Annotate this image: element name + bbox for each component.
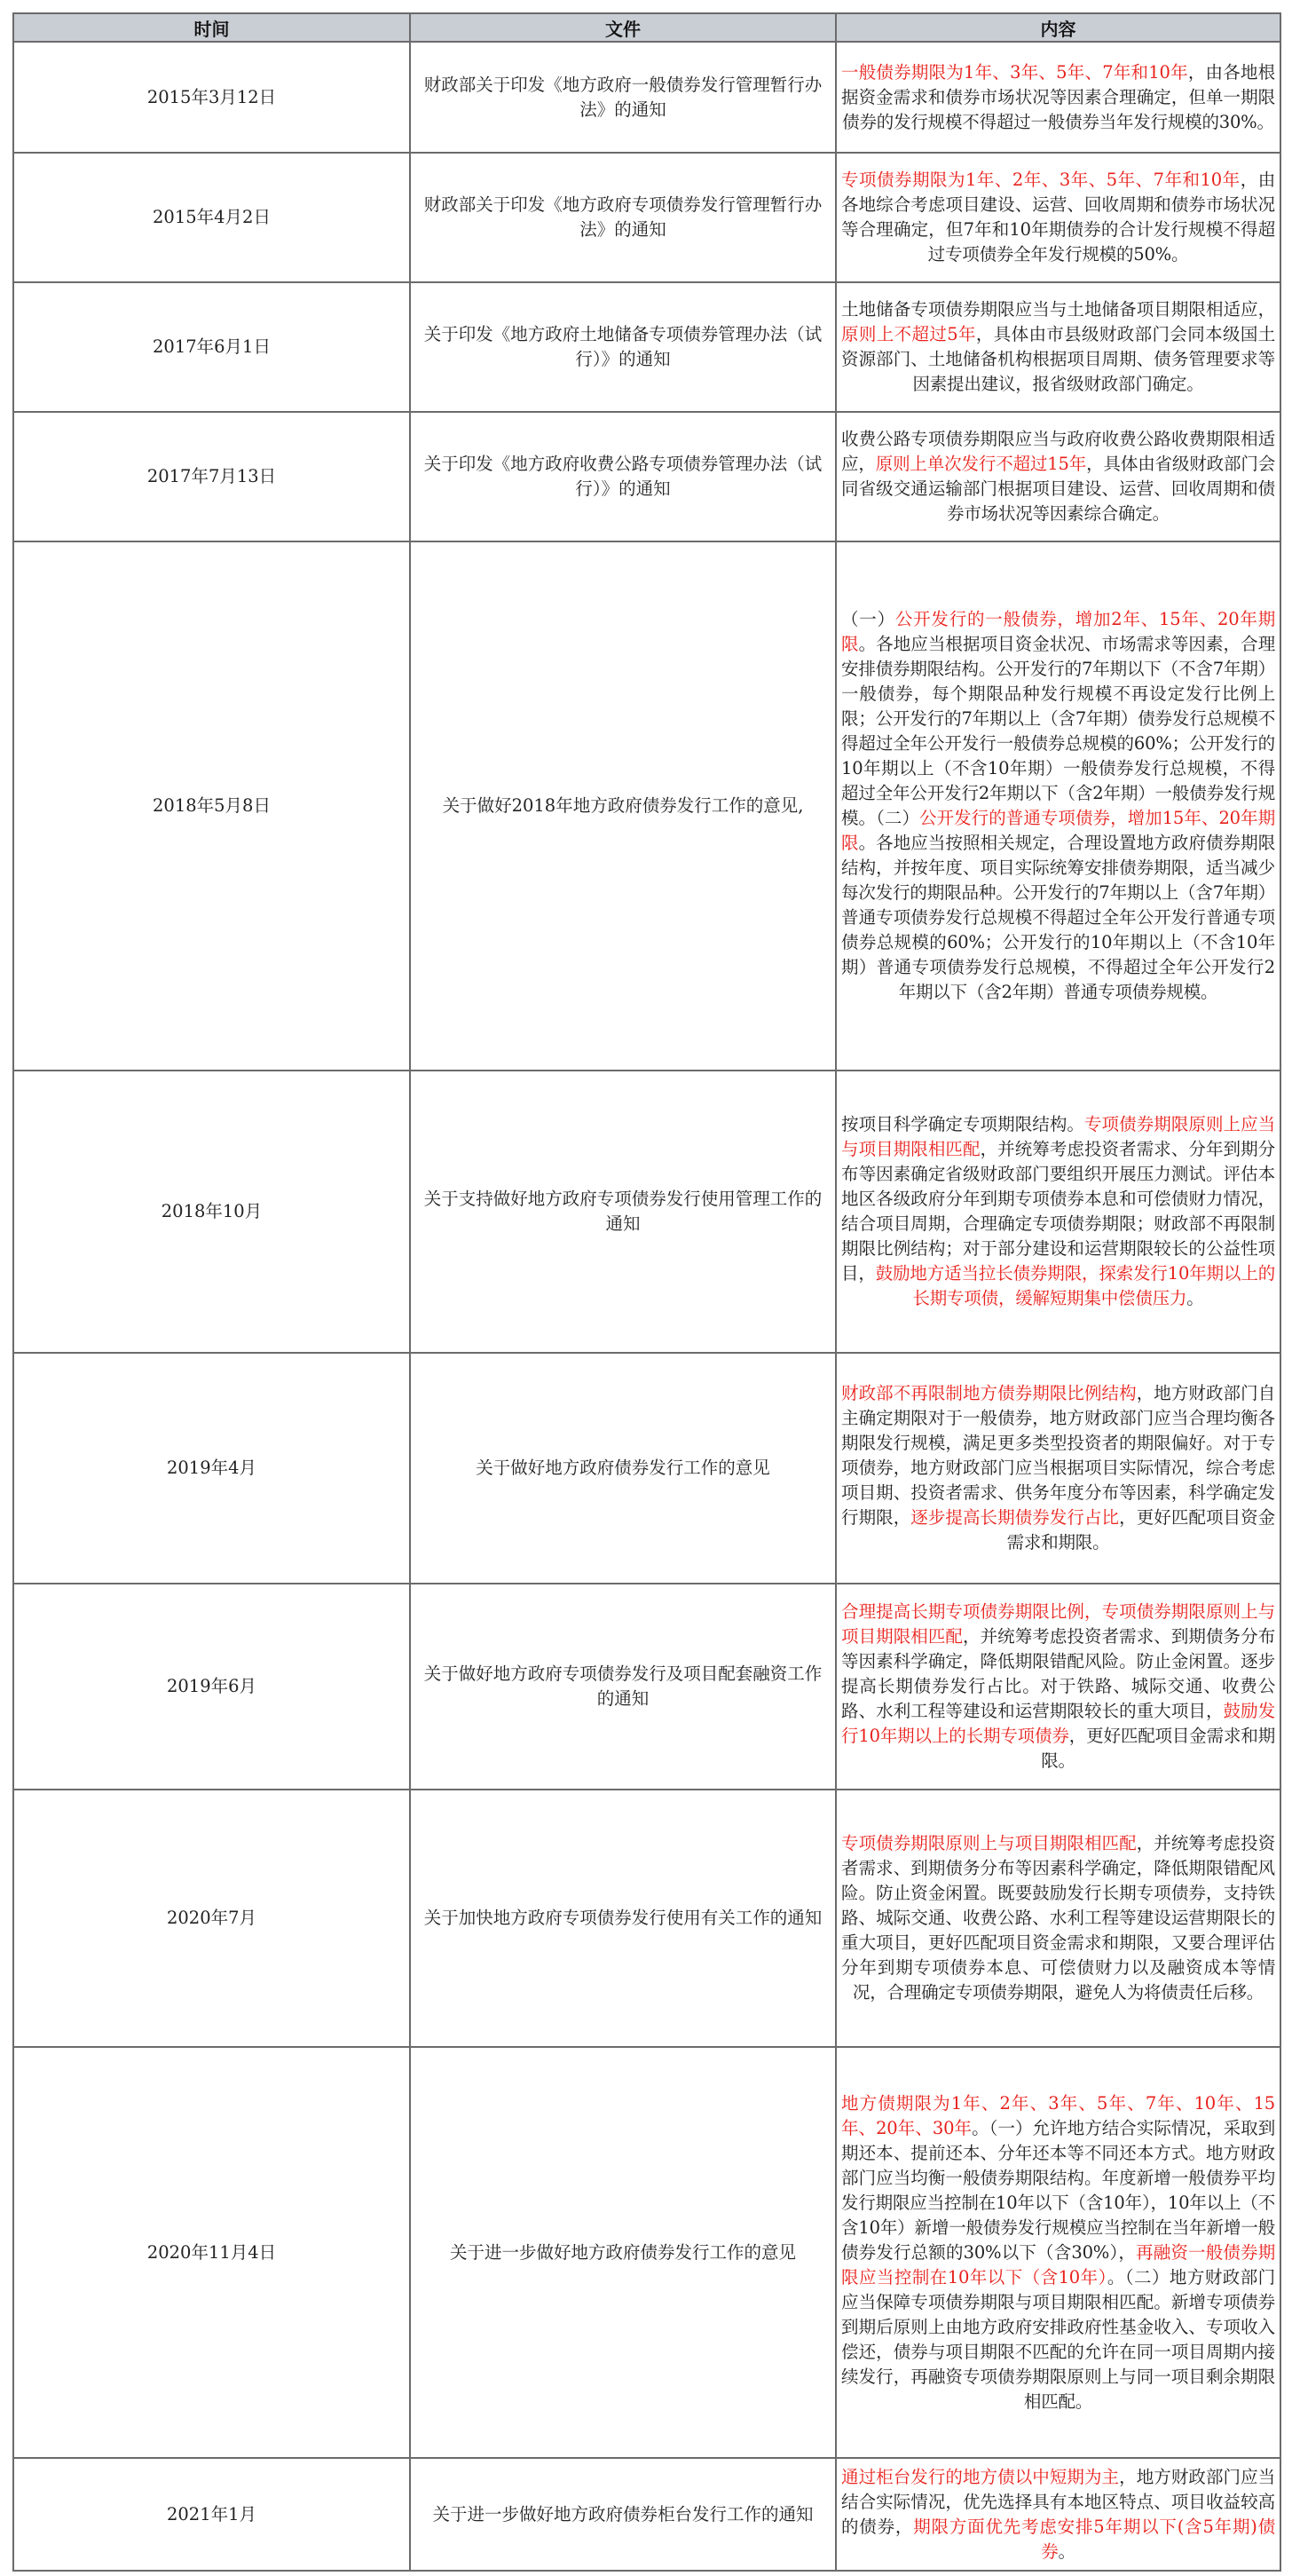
highlighted-text: 鼓励发行10年期以上的长期专项债券 [841,1701,1275,1746]
cell-time: 2018年10月 [13,1071,410,1353]
header-file: 文件 [410,13,836,42]
highlighted-text: 原则上不超过5年 [841,324,976,344]
highlighted-text: 专项债券期限原则上应当与项目期限相匹配 [841,1114,1275,1159]
cell-time: 2018年5月8日 [13,541,410,1071]
table-row [13,42,1280,153]
cell-content [836,1584,1280,1790]
highlighted-text: 专项债券期限为1年、2年、3年、5年、7年和10年 [841,170,1241,190]
table-row [13,1071,1280,1353]
cell-content [836,2458,1280,2571]
content-text: ，并统筹考虑投资者需求、到期债务分布等因素科学确定，降低期限错配风险。防止资金闲置。既要鼓励发行长期专项债券，支持铁路、城际交通、收费公路、水利工程等建设运营期限长的重大项目，更好匹配项目资金需求和期限，又要合理评估分年到期专项债券本息、可偿债财力以及融资成本等情况，合理确定专项债券期限，避免人为将债责任后移。 [841,1833,1275,2003]
cell-time: 2019年6月 [13,1584,410,1790]
content-text: ，具体由市县级财政部门会同本级国土资源部门、土地储备机构根据项目周期、债务管理要求等因素提出建议，报省级财政部门确定。 [841,324,1275,394]
cell-content [836,1071,1280,1353]
cell-file: 关于进一步做好地方政府债券柜台发行工作的通知 [410,2458,836,2571]
content-text: ，并统筹考虑投资者需求、到期债务分布等因素科学确定，降低期限错配风险。防止金闲置。逐步提高长期债券发行占比。对于铁路、城际交通、收费公路、水利工程等建设和运营期限较长的重大项目， [841,1626,1275,1721]
content-text: ，具体由省级财政部门会同省级交通运输部门根据项目建设、运营、回收周期和债券市场状况等因素综合确定。 [841,454,1275,524]
content-text: 收费公路专项债券期限应当与政府收费公路收费期限相适应， [841,429,1275,474]
content-text: 按项目科学确定专项期限结构。 [841,1114,1084,1134]
content-text: ，更好匹配项目金需求和期限。 [1041,1726,1275,1771]
content-text: 。 [1186,1288,1204,1308]
table-row [13,2047,1280,2458]
content-text: ，地方财政部门自主确定期限对于一般债券，地方财政部门应当合理均衡各期限发行规模，满足更多类型投资者的期限偏好。对于专项债券，地方财政部门应当根据项目实际情况，综合考虑项目期、投资者需求、供务年度分布等因素，科学确定发行期限， [841,1383,1275,1528]
policy-table [12,12,1281,2572]
cell-content [836,412,1280,541]
highlighted-text: 通过柜台发行的地方债以中短期为主 [841,2466,1120,2487]
cell-content [836,282,1280,412]
cell-content [836,2047,1280,2458]
highlighted-text: 公开发行的普通专项债券，增加15年、20年期限 [841,808,1275,853]
highlighted-text: 原则上单次发行不超过15年 [875,454,1087,474]
highlighted-text: 地方债期限为1年、2年、3年、5年、7年、10年、15年、20年、30年 [841,2092,1275,2138]
content-text: ，更好匹配项目资金需求和期限。 [1006,1507,1275,1553]
cell-content [836,541,1280,1071]
cell-time: 2015年3月12日 [13,42,410,153]
content-text: 土地储备专项债券期限应当与土地储备项目期限相适应， [841,299,1275,320]
cell-file: 关于做好地方政府债券发行工作的意见 [410,1353,836,1584]
content-text: 。（一）允许地方结合实际情况，采取到期还本、提前还本、分年还本等不同还本方式。地方财政部门应当均衡一般债券期限结构。年度新增一般债券平均发行期限应当控制在10年以下（含10年），10年以上（不含10年）新增一般债券发行规模应当控制在当年新增一般债券发行总额的30%以下（含30%）， [841,2117,1276,2263]
cell-file: 关于支持做好地方政府专项债券发行使用管理工作的通知 [410,1071,836,1353]
table-row [13,1790,1280,2047]
highlighted-text: 专项债券期限原则上与项目期限相匹配 [841,1833,1137,1853]
highlighted-text: 合理提高长期专项债券期限比例，专项债券期限原则上与项目期限相匹配 [841,1601,1275,1647]
content-text: ，地方财政部门应当结合实际情况，优先选择具有本地区特点、项目收益较高的债券， [841,2466,1275,2537]
table-row [13,541,1280,1071]
table-row [13,1584,1280,1790]
cell-time: 2017年6月1日 [13,282,410,412]
cell-content [836,42,1280,153]
cell-content [836,1353,1280,1584]
content-text: 。 [1058,2540,1075,2562]
header-time: 时间 [13,13,410,42]
cell-content [836,153,1280,282]
content-text: ，由各地根据资金需求和债券市场状况等因素合理确定，但单一期限债券的发行规模不得超过一般债券当年发行规模的30%。 [841,61,1275,132]
table-row [13,1353,1280,1584]
highlighted-text: 逐步提高长期债券发行占比 [910,1507,1120,1528]
table-header-row [13,13,1280,42]
cell-time: 2019年4月 [13,1353,410,1584]
content-text: ，由各地综合考虑项目建设、运营、回收周期和债券市场状况等合理确定，但7年和10年期债券的合计发行规模不得超过专项债券全年发行规模的50%。 [841,170,1275,265]
table-row [13,153,1280,282]
header-content: 内容 [836,13,1280,42]
policy-table-container [12,12,1280,2572]
cell-file: 关于进一步做好地方政府债券发行工作的意见 [410,2047,836,2458]
cell-file: 财政部关于印发《地方政府一般债券发行管理暂行办法》的通知 [410,42,836,153]
content-text: （一） [841,609,895,629]
cell-file: 财政部关于印发《地方政府专项债券发行管理暂行办法》的通知 [410,153,836,282]
table-row [13,282,1280,412]
cell-time: 2021年1月 [13,2458,410,2571]
cell-file: 关于印发《地方政府土地储备专项债券管理办法（试行）》的通知 [410,282,836,412]
highlighted-text: 财政部不再限制地方债券期限比例结构 [841,1383,1137,1403]
highlighted-text: 一般债券期限为1年、3年、5年、7年和10年 [841,61,1188,83]
cell-time: 2020年7月 [13,1790,410,2047]
table-body [13,42,1280,2571]
highlighted-text: 再融资一般债券期限应当控制在10年以下（含10年） [841,2241,1275,2288]
cell-file: 关于做好2018年地方政府债券发行工作的意见, [410,541,836,1071]
cell-time: 2017年7月13日 [13,412,410,541]
content-text: 。各地应当按照相关规定，合理设置地方政府债券期限结构，并按年度、项目实际统筹安排债券期限，适当减少每次发行的期限品种。公开发行的7年期以上（含7年期）普通专项债券发行总规模不得超过全年公开发行普通专项债券总规模的60%；公开发行的10年期以上（不含10年期）普通专项债券发行总规模，不得超过全年公开发行2年期以下（含2年期）普通专项债券规模。 [841,833,1275,1002]
cell-time: 2015年4月2日 [13,153,410,282]
highlighted-text: 公开发行的一般债券，增加2年、15年、20年期限 [841,609,1275,654]
cell-content [836,1790,1280,2047]
table-row [13,412,1280,541]
highlighted-text: 鼓励地方适当拉长债券期限，探索发行10年期以上的长期专项债，缓解短期集中偿债压力 [875,1263,1275,1308]
content-text: 。各地应当根据项目资金状况、市场需求等因素，合理安排债券期限结构。公开发行的7年期以下（不含7年期）一般债券，每个期限品种发行规模不再设定发行比例上限；公开发行的7年期以上（含7年期）债券发行总规模不得超过全年公开发行一般债券总规模的60%；公开发行的10年期以上（不含10年期）一般债券发行总规模，不得超过全年公开发行2年期以下（含2年期）一般债券发行规模。（二） [841,634,1275,828]
content-text: ，并统筹考虑投资者需求、分年到期分布等因素确定省级财政部门要组织开展压力测试。评估本地区各级政府分年到期专项债券本息和可偿债财力情况，结合项目周期，合理确定专项债券期限；财政部不再限制期限比例结构；对于部分建设和运营期限较长的公益性项目， [841,1139,1275,1284]
cell-file: 关于印发《地方政府收费公路专项债券管理办法（试行）》的通知 [410,412,836,541]
cell-time: 2020年11月4日 [13,2047,410,2458]
highlighted-text: 期限方面优先考虑安排5年期以下(含5年期)债券 [913,2516,1275,2562]
table-row [13,2458,1280,2571]
cell-file: 关于加快地方政府专项债券发行使用有关工作的通知 [410,1790,836,2047]
content-text: 。（二）地方财政部门应当保障专项债券期限与项目期限相匹配。新增专项债券到期后原则上由地方政府安排政府性基金收入、专项收入偿还，债券与项目期限不匹配的允许在同一项目周期内接续发行，再融资专项债券期限原则上与同一项目剩余期限相匹配。 [841,2266,1275,2412]
cell-file: 关于做好地方政府专项债券发行及项目配套融资工作的通知 [410,1584,836,1790]
